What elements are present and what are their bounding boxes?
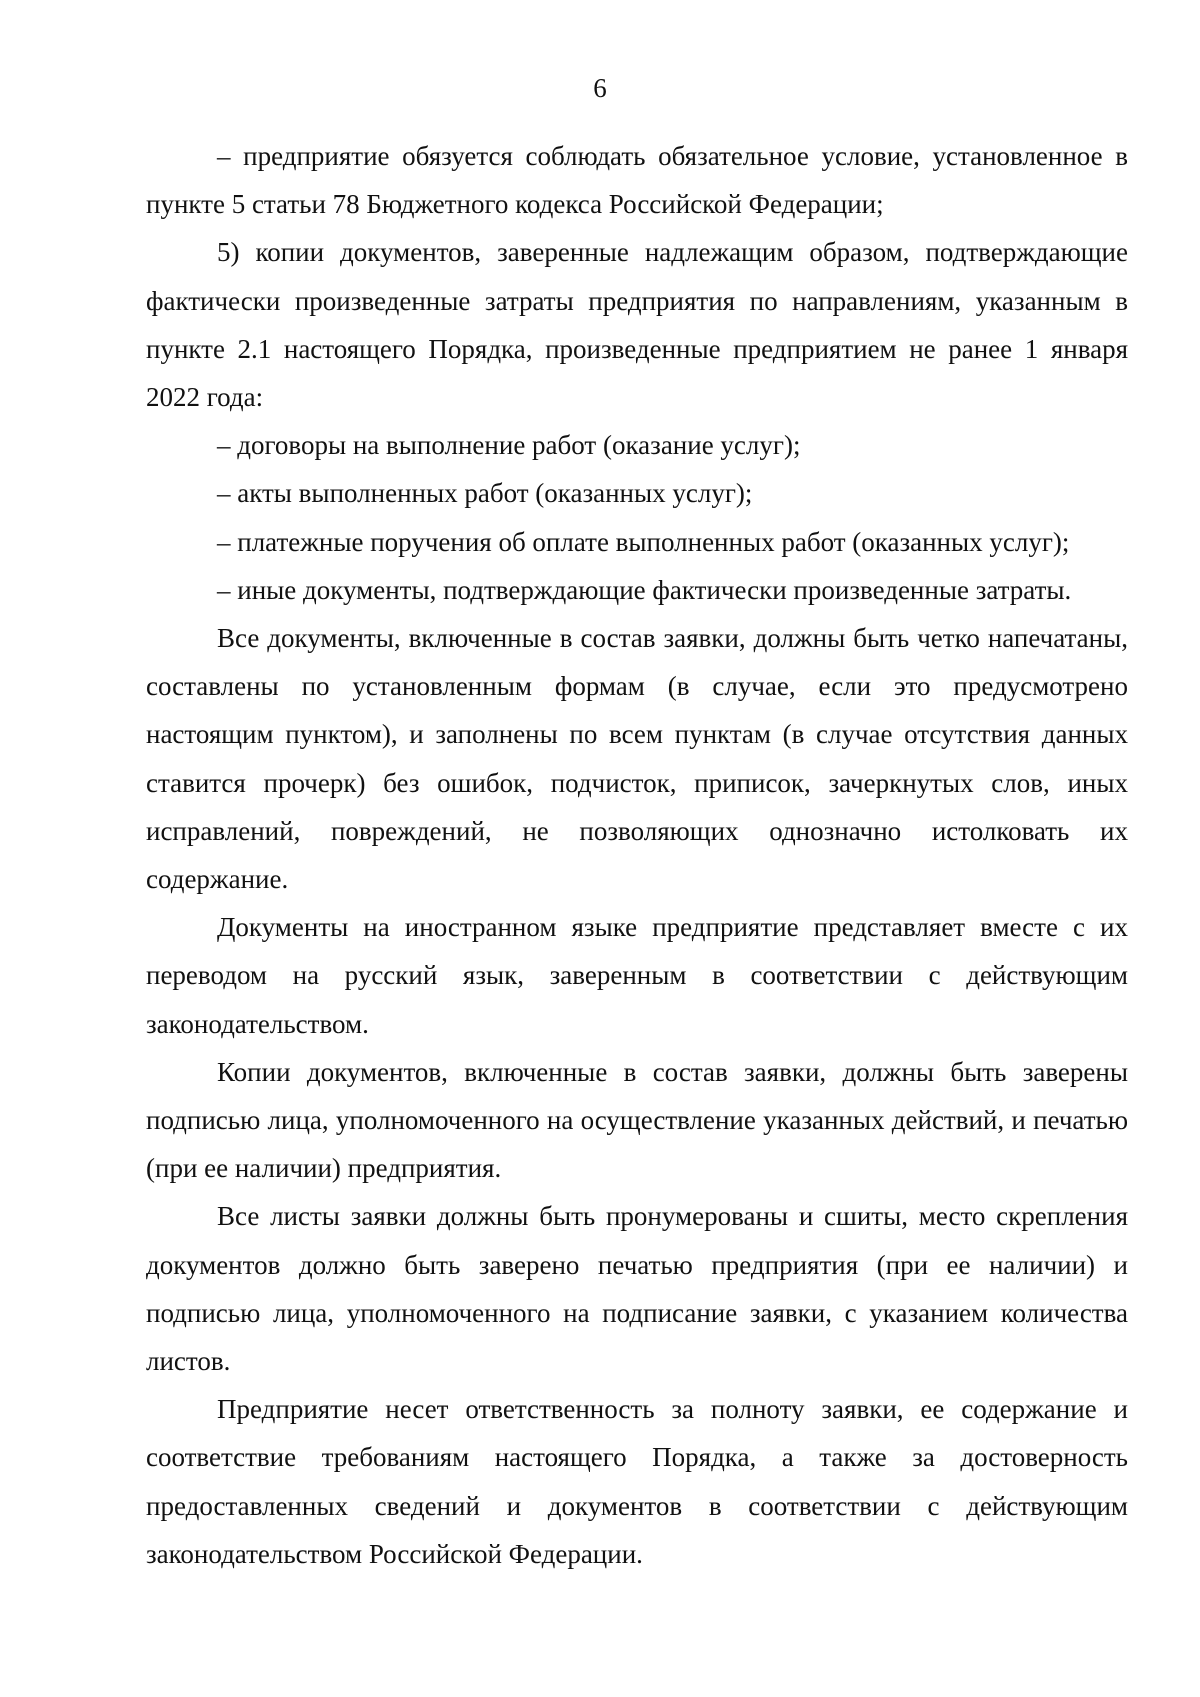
- paragraph-sheets-numbering: Все листы заявки должны быть пронумерованы и сшиты, место скрепления документов должно быть заверено печатью предприятия (при ее наличии) и подписью лица, уполномоченного на подписание заявки, с указанием количества листов.: [146, 1201, 1128, 1377]
- paragraph-copies-certification: Копии документов, включенные в состав заявки, должны быть заверены подписью лица, уполномоченного на осуществление указанных действий, и печатью (при ее наличии) предприятия.: [146, 1056, 1128, 1184]
- paragraph-item-5: 5) копии документов, заверенные надлежащим образом, подтверждающие фактически произведенные затраты предприятия по направлениям, указанным в пункте 2.1 настоящего Порядка, произведенные предприятием не ранее 1 января 2022 года:: [146, 237, 1128, 413]
- list-item-acts: – акты выполненных работ (оказанных услуг);: [217, 478, 753, 509]
- list-item-payment-orders: – платежные поручения об оплате выполненных работ (оказанных услуг);: [217, 526, 1070, 557]
- page-number: 6: [593, 73, 607, 103]
- list-item-contracts: – договоры на выполнение работ (оказание услуг);: [217, 430, 801, 461]
- paragraph-documents-requirements: Все документы, включенные в состав заявки, должны быть четко напечатаны, составлены по установленным формам (в случае, если это предусмотрено настоящим пунктом), и заполнены по всем пунктам (в случае отсутствия данных ставится прочерк) без ошибок, подчисток, приписок, зачеркнутых слов, иных исправлений, повреждений, не позволяющих однозначно истолковать их содержание.: [146, 623, 1128, 895]
- paragraph-condition: – предприятие обязуется соблюдать обязательное условие, установленное в пункте 5 статьи 78 Бюджетного кодекса Российской Федерации;: [146, 141, 1128, 220]
- list-item-other-documents: – иные документы, подтверждающие фактически произведенные затраты.: [217, 574, 1072, 605]
- paragraph-responsibility: Предприятие несет ответственность за полноту заявки, ее содержание и соответствие требованиям настоящего Порядка, а также за достоверность предоставленных сведений и документов в соответствии с действующим законодательством Российской Федерации.: [146, 1394, 1128, 1569]
- paragraph-foreign-language: Документы на иностранном языке предприятие представляет вместе с их переводом на русский язык, заверенным в соответствии с действующим законодательством.: [146, 912, 1128, 1039]
- document-body: [146, 132, 1128, 1578]
